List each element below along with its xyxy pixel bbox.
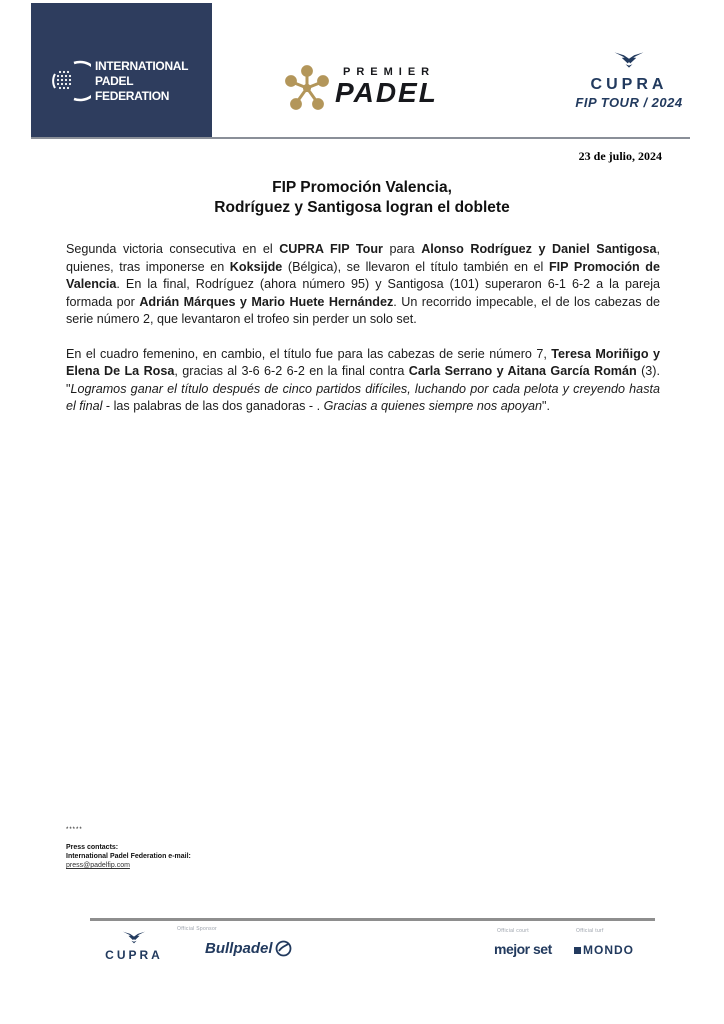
text-run: Gracias a quienes siempre nos apoyan: [323, 399, 543, 413]
bullpadel-partner-label: Official Sponsor: [177, 926, 218, 932]
ipf-line-2: PADEL: [95, 74, 134, 88]
mondo-square-icon: [574, 947, 581, 954]
press-contacts-org: International Padel Federation e-mail:: [66, 853, 191, 860]
padel-wordmark: PADEL: [335, 77, 438, 108]
text-run: Carla Serrano y Aitana García Román: [408, 364, 637, 378]
title-line-2: Rodríguez y Santigosa logran el doblete: [214, 198, 510, 216]
press-email-link[interactable]: press@padelfip.com: [66, 862, 130, 869]
article-body: [66, 241, 660, 433]
text-run: para: [382, 242, 422, 256]
press-contacts: [66, 826, 191, 870]
text-run: Segunda victoria consecutiva en el: [66, 242, 280, 256]
cupra-wordmark: CUPRA: [590, 76, 668, 93]
bullpadel-racket-icon: [275, 940, 292, 957]
text-run: Koksijde: [229, 259, 283, 274]
separator-stars: *****: [66, 827, 83, 833]
premier-padel-icon: [285, 64, 329, 112]
text-run: FIP Promoción de Valencia: [66, 259, 660, 291]
text-run: CUPRA FIP Tour: [279, 242, 383, 256]
cupra-emblem-icon: [121, 930, 147, 945]
text-run: - las palabras de las dos ganadoras - .: [102, 399, 324, 413]
ipf-logo-text: [95, 59, 188, 104]
ipf-line-3: FEDERATION: [95, 89, 170, 103]
premier-wordmark-top: PREMIER: [343, 66, 436, 78]
text-run: . Un recorrido impecable, el de los cabezas de serie número 2, que levantaron el trofeo sin perder un solo set.: [66, 294, 660, 326]
cupra-emblem-icon: [612, 50, 646, 70]
mondo-partner-label: Official turf: [576, 928, 604, 934]
text-run: , quienes, tras imponerse en: [66, 242, 660, 274]
text-run: Adrián Márques y Mario Huete Hernández: [139, 294, 394, 309]
premier-padel-logo: [285, 60, 485, 120]
footer-bullpadel-logo: [205, 940, 292, 957]
title-line-1: FIP Promoción Valencia,: [272, 179, 452, 196]
cupra-fip-tour-logo: [574, 50, 684, 110]
footer-mondo-logo: [574, 943, 634, 957]
bullpadel-wordmark: Bullpadel: [205, 940, 273, 957]
ipf-logo: [31, 3, 212, 139]
fip-tour-wordmark: FIP TOUR / 2024: [575, 95, 683, 110]
text-run: ".: [542, 399, 551, 413]
text-run: Logramos ganar el título después de cinco partidos difíciles, luchando por cada pelota y creyendo hasta el final: [66, 381, 660, 413]
paragraph-2: [66, 346, 660, 416]
text-run: En el cuadro femenino, en cambio, el título fue para las cabezas de serie número 7,: [66, 346, 552, 361]
mejorset-partner-label: Official court: [497, 928, 529, 934]
text-run: Teresa Moriñigo y Elena De La Rosa: [66, 346, 660, 378]
footer-mejorset-logo: mejor set: [494, 941, 552, 957]
release-date: 23 de julio, 2024: [578, 149, 662, 163]
paragraph-1: [66, 241, 660, 329]
ipf-line-1: INTERNATIONAL: [95, 59, 189, 73]
page-title: [0, 178, 724, 217]
text-run: Alonso Rodríguez y Daniel Santigosa: [421, 242, 657, 256]
text-run: (Bélgica), se llevaron el título también en el: [282, 259, 549, 274]
text-run: (3). ": [66, 364, 660, 396]
text-run: . En la final, Rodríguez (ahora número 95) y Santigosa (101) superaron 6-1 6-2 a la pareja formada por: [66, 277, 660, 309]
padel-ball-icon: [47, 59, 91, 103]
header-divider: [31, 137, 690, 139]
text-run: , gracias al 3-6 6-2 6-2 en la final contra: [174, 364, 409, 378]
press-contacts-heading: Press contacts:: [66, 844, 119, 851]
footer-divider: [90, 918, 655, 921]
footer-cupra-wordmark: CUPRA: [105, 948, 163, 962]
footer-cupra-logo: [95, 930, 173, 962]
mondo-wordmark: MONDO: [583, 943, 634, 957]
